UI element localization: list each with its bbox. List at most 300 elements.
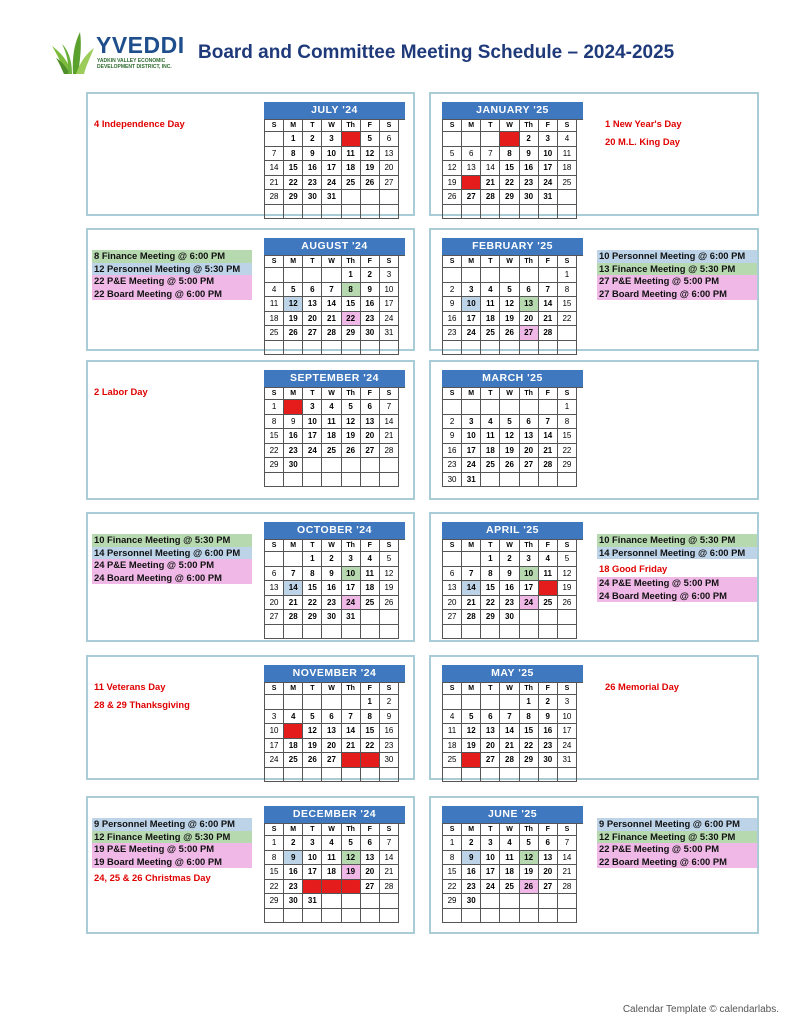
empty-day-cell bbox=[481, 400, 500, 415]
footer-credit: Calendar Template © calendarlabs. bbox=[622, 1004, 779, 1015]
day-cell: 1 bbox=[284, 132, 303, 147]
weekday-header: Th bbox=[520, 683, 539, 695]
day-cell: 7 bbox=[380, 400, 399, 415]
empty-day-cell bbox=[481, 695, 500, 710]
highlighted-day-cell: 22 bbox=[342, 312, 361, 327]
month-title: AUGUST '24 bbox=[264, 238, 405, 255]
day-cell: 8 bbox=[361, 710, 380, 725]
highlighted-day-cell: 26 bbox=[462, 753, 481, 768]
meeting-note: 10 Personnel Meeting @ 6:00 PM bbox=[597, 250, 757, 263]
calendar-jun bbox=[442, 806, 583, 923]
highlighted-day-cell: 10 bbox=[520, 567, 539, 582]
meeting-note: 27 P&E Meeting @ 5:00 PM bbox=[597, 275, 757, 288]
empty-day-cell bbox=[342, 341, 361, 356]
highlighted-day-cell: 1 bbox=[500, 132, 519, 147]
day-cell: 18 bbox=[265, 312, 284, 327]
day-cell: 17 bbox=[520, 581, 539, 596]
calendar-jul bbox=[264, 102, 405, 219]
day-cell: 12 bbox=[361, 147, 380, 162]
empty-day-cell bbox=[443, 341, 462, 356]
weekday-header: W bbox=[322, 256, 341, 268]
day-cell: 21 bbox=[462, 596, 481, 611]
calendar-nov bbox=[264, 665, 405, 782]
day-cell: 19 bbox=[500, 312, 519, 327]
empty-day-cell bbox=[322, 473, 341, 488]
day-cell: 7 bbox=[284, 567, 303, 582]
day-cell: 24 bbox=[558, 739, 577, 754]
day-cell: 7 bbox=[265, 147, 284, 162]
empty-day-cell bbox=[443, 909, 462, 924]
day-cell: 6 bbox=[443, 567, 462, 582]
day-cell: 28 bbox=[380, 444, 399, 459]
day-cell: 7 bbox=[322, 283, 341, 298]
empty-day-cell bbox=[380, 625, 399, 640]
day-cell: 30 bbox=[500, 610, 519, 625]
day-cell: 26 bbox=[303, 753, 322, 768]
meeting-note: 10 Finance Meeting @ 5:30 PM bbox=[597, 534, 757, 547]
day-cell: 2 bbox=[443, 415, 462, 430]
weekday-header: M bbox=[284, 683, 303, 695]
day-cell: 18 bbox=[361, 581, 380, 596]
weekday-header: S bbox=[443, 120, 462, 132]
day-cell: 30 bbox=[520, 190, 539, 205]
weekday-header: Th bbox=[520, 256, 539, 268]
calendar-jan bbox=[442, 102, 583, 219]
month-grid bbox=[264, 682, 405, 782]
day-cell: 15 bbox=[342, 297, 361, 312]
holiday-note: 4 Independence Day bbox=[94, 118, 185, 129]
day-cell: 2 bbox=[322, 552, 341, 567]
day-cell: 26 bbox=[443, 190, 462, 205]
day-cell: 13 bbox=[322, 724, 341, 739]
day-cell: 3 bbox=[481, 836, 500, 851]
day-cell: 12 bbox=[558, 567, 577, 582]
weekday-header: Th bbox=[520, 388, 539, 400]
day-cell: 13 bbox=[481, 724, 500, 739]
empty-day-cell bbox=[481, 132, 500, 147]
empty-day-cell bbox=[520, 610, 539, 625]
day-cell: 23 bbox=[322, 596, 341, 611]
month-title: MARCH '25 bbox=[442, 370, 583, 387]
day-cell: 19 bbox=[443, 176, 462, 191]
day-cell: 12 bbox=[500, 429, 519, 444]
empty-day-cell bbox=[380, 458, 399, 473]
day-cell: 30 bbox=[361, 326, 380, 341]
day-cell: 13 bbox=[265, 581, 284, 596]
highlighted-day-cell: 14 bbox=[284, 581, 303, 596]
day-cell: 12 bbox=[342, 415, 361, 430]
day-cell: 21 bbox=[284, 596, 303, 611]
empty-day-cell bbox=[284, 695, 303, 710]
day-cell: 23 bbox=[520, 176, 539, 191]
month-panel-sep bbox=[86, 360, 415, 500]
empty-day-cell bbox=[265, 341, 284, 356]
day-cell: 8 bbox=[284, 147, 303, 162]
weekday-header: S bbox=[443, 540, 462, 552]
day-cell: 27 bbox=[361, 880, 380, 895]
empty-day-cell bbox=[265, 473, 284, 488]
notes-dec bbox=[92, 818, 252, 886]
highlighted-day-cell: 28 bbox=[342, 753, 361, 768]
day-cell: 31 bbox=[462, 473, 481, 488]
day-cell: 30 bbox=[380, 753, 399, 768]
day-cell: 10 bbox=[303, 415, 322, 430]
day-cell: 6 bbox=[265, 567, 284, 582]
weekday-header: S bbox=[265, 540, 284, 552]
day-cell: 10 bbox=[380, 283, 399, 298]
month-title: JULY '24 bbox=[264, 102, 405, 119]
empty-day-cell bbox=[265, 909, 284, 924]
day-cell: 3 bbox=[520, 552, 539, 567]
weekday-header: W bbox=[322, 388, 341, 400]
weekday-header: Th bbox=[342, 683, 361, 695]
weekday-header: S bbox=[558, 683, 577, 695]
day-cell: 20 bbox=[322, 739, 341, 754]
weekday-header: F bbox=[539, 683, 558, 695]
day-cell: 20 bbox=[361, 865, 380, 880]
day-cell: 24 bbox=[462, 326, 481, 341]
empty-day-cell bbox=[539, 894, 558, 909]
weekday-header: S bbox=[380, 120, 399, 132]
day-cell: 14 bbox=[481, 161, 500, 176]
day-cell: 1 bbox=[558, 400, 577, 415]
day-cell: 15 bbox=[443, 865, 462, 880]
day-cell: 30 bbox=[303, 190, 322, 205]
day-cell: 25 bbox=[539, 596, 558, 611]
day-cell: 2 bbox=[303, 132, 322, 147]
day-cell: 31 bbox=[322, 190, 341, 205]
day-cell: 9 bbox=[500, 567, 519, 582]
day-cell: 29 bbox=[284, 190, 303, 205]
day-cell: 1 bbox=[265, 836, 284, 851]
meeting-note: 9 Personnel Meeting @ 6:00 PM bbox=[92, 818, 252, 831]
day-cell: 17 bbox=[380, 297, 399, 312]
empty-day-cell bbox=[342, 625, 361, 640]
empty-day-cell bbox=[303, 458, 322, 473]
day-cell: 25 bbox=[558, 176, 577, 191]
day-cell: 22 bbox=[500, 176, 519, 191]
weekday-header: F bbox=[361, 256, 380, 268]
meeting-note: 22 Board Meeting @ 6:00 PM bbox=[92, 288, 252, 301]
day-cell: 30 bbox=[284, 458, 303, 473]
empty-day-cell bbox=[500, 768, 519, 783]
day-cell: 19 bbox=[520, 865, 539, 880]
day-cell: 5 bbox=[443, 147, 462, 162]
calendar-feb bbox=[442, 238, 583, 355]
day-cell: 19 bbox=[303, 739, 322, 754]
day-cell: 2 bbox=[462, 836, 481, 851]
day-cell: 17 bbox=[558, 724, 577, 739]
day-cell: 20 bbox=[303, 312, 322, 327]
meeting-note: 24 Board Meeting @ 6:00 PM bbox=[597, 590, 757, 603]
weekday-header: F bbox=[361, 683, 380, 695]
day-cell: 3 bbox=[462, 283, 481, 298]
day-cell: 22 bbox=[558, 444, 577, 459]
day-cell: 6 bbox=[322, 710, 341, 725]
empty-day-cell bbox=[520, 625, 539, 640]
empty-day-cell bbox=[539, 205, 558, 220]
day-cell: 18 bbox=[284, 739, 303, 754]
day-cell: 3 bbox=[322, 132, 341, 147]
holiday-note: 2 Labor Day bbox=[94, 386, 148, 397]
weekday-header: F bbox=[539, 388, 558, 400]
day-cell: 24 bbox=[380, 312, 399, 327]
page-title: Board and Committee Meeting Schedule – 2024-2025 bbox=[198, 42, 675, 63]
day-cell: 17 bbox=[322, 161, 341, 176]
day-cell: 29 bbox=[443, 894, 462, 909]
empty-day-cell bbox=[481, 625, 500, 640]
highlighted-day-cell: 18 bbox=[539, 581, 558, 596]
empty-day-cell bbox=[558, 909, 577, 924]
day-cell: 3 bbox=[380, 268, 399, 283]
empty-day-cell bbox=[361, 909, 380, 924]
weekday-header: S bbox=[380, 824, 399, 836]
day-cell: 16 bbox=[443, 312, 462, 327]
day-cell: 14 bbox=[539, 429, 558, 444]
day-cell: 17 bbox=[342, 581, 361, 596]
day-cell: 6 bbox=[380, 132, 399, 147]
day-cell: 29 bbox=[303, 610, 322, 625]
weekday-header: Th bbox=[520, 540, 539, 552]
day-cell: 17 bbox=[539, 161, 558, 176]
day-cell: 28 bbox=[284, 610, 303, 625]
day-cell: 30 bbox=[443, 473, 462, 488]
empty-day-cell bbox=[284, 625, 303, 640]
day-cell: 30 bbox=[539, 753, 558, 768]
holiday-note: 18 Good Friday bbox=[599, 563, 668, 575]
empty-day-cell bbox=[500, 625, 519, 640]
day-cell: 28 bbox=[500, 753, 519, 768]
day-cell: 11 bbox=[443, 724, 462, 739]
day-cell: 19 bbox=[284, 312, 303, 327]
day-cell: 23 bbox=[443, 326, 462, 341]
day-cell: 16 bbox=[284, 865, 303, 880]
day-cell: 26 bbox=[284, 326, 303, 341]
empty-day-cell bbox=[443, 205, 462, 220]
empty-day-cell bbox=[380, 894, 399, 909]
meeting-note: 8 Finance Meeting @ 6:00 PM bbox=[92, 250, 252, 263]
empty-day-cell bbox=[361, 190, 380, 205]
day-cell: 15 bbox=[303, 581, 322, 596]
empty-day-cell bbox=[462, 400, 481, 415]
weekday-header: Th bbox=[342, 540, 361, 552]
day-cell: 25 bbox=[342, 176, 361, 191]
month-title: OCTOBER '24 bbox=[264, 522, 405, 539]
day-cell: 22 bbox=[265, 444, 284, 459]
empty-day-cell bbox=[342, 205, 361, 220]
day-cell: 19 bbox=[462, 739, 481, 754]
empty-day-cell bbox=[303, 473, 322, 488]
meeting-note: 13 Finance Meeting @ 5:30 PM bbox=[597, 263, 757, 276]
calendar-may bbox=[442, 665, 583, 782]
weekday-header: S bbox=[558, 120, 577, 132]
notes-feb bbox=[597, 250, 757, 300]
weekday-header: W bbox=[322, 120, 341, 132]
day-cell: 10 bbox=[481, 851, 500, 866]
weekday-header: W bbox=[322, 824, 341, 836]
empty-day-cell bbox=[520, 341, 539, 356]
day-cell: 30 bbox=[462, 894, 481, 909]
day-cell: 14 bbox=[342, 724, 361, 739]
day-cell: 6 bbox=[520, 415, 539, 430]
day-cell: 8 bbox=[500, 147, 519, 162]
day-cell: 5 bbox=[500, 283, 519, 298]
day-cell: 17 bbox=[462, 312, 481, 327]
day-cell: 23 bbox=[303, 176, 322, 191]
day-cell: 26 bbox=[558, 596, 577, 611]
empty-day-cell bbox=[443, 625, 462, 640]
weekday-header: W bbox=[322, 683, 341, 695]
day-cell: 16 bbox=[443, 444, 462, 459]
day-cell: 7 bbox=[462, 567, 481, 582]
weekday-header: T bbox=[481, 256, 500, 268]
day-cell: 28 bbox=[380, 880, 399, 895]
weekday-header: W bbox=[322, 540, 341, 552]
day-cell: 1 bbox=[558, 268, 577, 283]
day-cell: 24 bbox=[481, 880, 500, 895]
day-cell: 17 bbox=[303, 429, 322, 444]
day-cell: 21 bbox=[558, 865, 577, 880]
day-cell: 20 bbox=[380, 161, 399, 176]
weekday-header: T bbox=[303, 388, 322, 400]
weekday-header: F bbox=[539, 256, 558, 268]
day-cell: 19 bbox=[500, 444, 519, 459]
day-cell: 29 bbox=[265, 894, 284, 909]
empty-day-cell bbox=[322, 894, 341, 909]
empty-day-cell bbox=[322, 695, 341, 710]
highlighted-day-cell: 19 bbox=[342, 865, 361, 880]
empty-day-cell bbox=[342, 473, 361, 488]
weekday-header: S bbox=[380, 540, 399, 552]
empty-day-cell bbox=[481, 909, 500, 924]
day-cell: 7 bbox=[558, 836, 577, 851]
empty-day-cell bbox=[462, 768, 481, 783]
day-cell: 1 bbox=[520, 695, 539, 710]
empty-day-cell bbox=[443, 552, 462, 567]
day-cell: 11 bbox=[361, 567, 380, 582]
day-cell: 27 bbox=[361, 444, 380, 459]
day-cell: 6 bbox=[520, 283, 539, 298]
empty-day-cell bbox=[361, 894, 380, 909]
day-cell: 3 bbox=[462, 415, 481, 430]
day-cell: 13 bbox=[380, 147, 399, 162]
day-cell: 28 bbox=[539, 458, 558, 473]
day-cell: 25 bbox=[284, 753, 303, 768]
day-cell: 2 bbox=[500, 552, 519, 567]
highlighted-day-cell: 29 bbox=[361, 753, 380, 768]
month-grid bbox=[264, 255, 405, 355]
day-cell: 11 bbox=[342, 147, 361, 162]
month-panel-mar bbox=[429, 360, 759, 500]
day-cell: 15 bbox=[265, 865, 284, 880]
day-cell: 20 bbox=[481, 739, 500, 754]
day-cell: 25 bbox=[481, 458, 500, 473]
month-grid bbox=[442, 539, 583, 639]
weekday-header: T bbox=[481, 120, 500, 132]
day-cell: 23 bbox=[539, 739, 558, 754]
day-cell: 19 bbox=[361, 161, 380, 176]
empty-day-cell bbox=[303, 695, 322, 710]
empty-day-cell bbox=[265, 268, 284, 283]
day-cell: 23 bbox=[443, 458, 462, 473]
weekday-header: Th bbox=[342, 388, 361, 400]
day-cell: 29 bbox=[265, 458, 284, 473]
day-cell: 22 bbox=[361, 739, 380, 754]
weekday-header: W bbox=[500, 683, 519, 695]
empty-day-cell bbox=[342, 458, 361, 473]
empty-day-cell bbox=[265, 625, 284, 640]
weekday-header: S bbox=[265, 256, 284, 268]
highlighted-day-cell: 12 bbox=[284, 297, 303, 312]
empty-day-cell bbox=[284, 473, 303, 488]
day-cell: 16 bbox=[322, 581, 341, 596]
day-cell: 16 bbox=[462, 865, 481, 880]
logo-subtitle: YADKIN VALLEY ECONOMIC DEVELOPMENT DISTRICT, INC. bbox=[97, 58, 172, 70]
empty-day-cell bbox=[500, 909, 519, 924]
day-cell: 21 bbox=[342, 739, 361, 754]
empty-day-cell bbox=[342, 768, 361, 783]
empty-day-cell bbox=[462, 695, 481, 710]
holiday-note: 20 M.L. King Day bbox=[605, 136, 681, 147]
day-cell: 27 bbox=[443, 610, 462, 625]
month-title: NOVEMBER '24 bbox=[264, 665, 405, 682]
highlighted-day-cell: 9 bbox=[462, 851, 481, 866]
leaf-logo-icon bbox=[50, 30, 96, 76]
notes-nov bbox=[92, 677, 252, 713]
day-cell: 4 bbox=[322, 836, 341, 851]
calendar-oct bbox=[264, 522, 405, 639]
day-cell: 11 bbox=[558, 147, 577, 162]
month-panel-dec bbox=[86, 796, 415, 934]
empty-day-cell bbox=[265, 205, 284, 220]
day-cell: 10 bbox=[462, 429, 481, 444]
weekday-header: T bbox=[481, 683, 500, 695]
day-cell: 13 bbox=[462, 161, 481, 176]
meeting-note: 22 Board Meeting @ 6:00 PM bbox=[597, 856, 757, 869]
day-cell: 5 bbox=[361, 132, 380, 147]
month-title: FEBRUARY '25 bbox=[442, 238, 583, 255]
weekday-header: Th bbox=[342, 824, 361, 836]
empty-day-cell bbox=[342, 695, 361, 710]
day-cell: 26 bbox=[342, 444, 361, 459]
month-grid bbox=[442, 387, 583, 487]
month-panel-may bbox=[429, 655, 759, 780]
weekday-header: S bbox=[558, 824, 577, 836]
day-cell: 27 bbox=[380, 176, 399, 191]
empty-day-cell bbox=[500, 894, 519, 909]
empty-day-cell bbox=[558, 610, 577, 625]
day-cell: 28 bbox=[265, 190, 284, 205]
weekday-header: S bbox=[265, 388, 284, 400]
day-cell: 26 bbox=[500, 458, 519, 473]
empty-day-cell bbox=[558, 768, 577, 783]
empty-day-cell bbox=[500, 695, 519, 710]
day-cell: 16 bbox=[284, 429, 303, 444]
day-cell: 27 bbox=[481, 753, 500, 768]
day-cell: 26 bbox=[380, 596, 399, 611]
empty-day-cell bbox=[443, 768, 462, 783]
day-cell: 22 bbox=[303, 596, 322, 611]
day-cell: 21 bbox=[380, 865, 399, 880]
day-cell: 21 bbox=[481, 176, 500, 191]
holiday-note: 28 & 29 Thanksgiving bbox=[94, 699, 190, 710]
day-cell: 15 bbox=[520, 724, 539, 739]
highlighted-day-cell: 14 bbox=[462, 581, 481, 596]
day-cell: 20 bbox=[361, 429, 380, 444]
empty-day-cell bbox=[342, 909, 361, 924]
day-cell: 27 bbox=[265, 610, 284, 625]
highlighted-day-cell: 2 bbox=[284, 400, 303, 415]
